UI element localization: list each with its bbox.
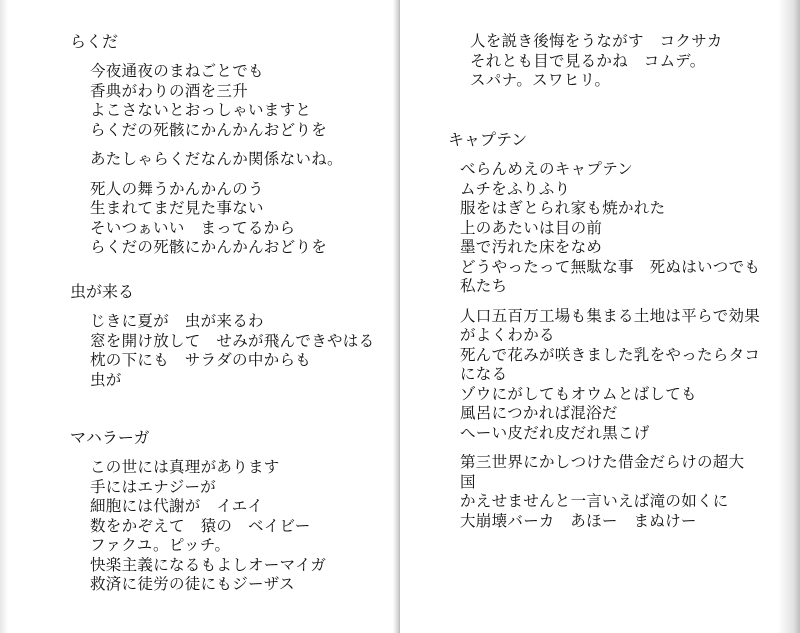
poem-line: 人口五百万工場も集まる土地は平らで効果がよくわかる <box>460 306 761 344</box>
poem-line: 救済に徒労の徒にもジーザス <box>90 575 295 593</box>
poem-line: 上のあたいは目の前 <box>460 218 603 237</box>
poem-line: 風呂につかれば混浴だ <box>460 404 618 422</box>
stanza <box>448 453 770 531</box>
poem-line: ゾウにがしてもオウムとばしても <box>460 384 697 403</box>
poem-line: ムチをふりふり <box>460 179 571 198</box>
poem-line: それとも目で見るかね コムデ。 <box>470 51 706 70</box>
poem-mushi <box>70 282 374 390</box>
poem-line: 大崩壊バーカ あほー まぬけー <box>460 511 697 530</box>
poem-line: 第三世界にかしつけた借金だらけの超大国 <box>460 453 745 491</box>
stanza <box>448 32 723 91</box>
poem-line: あたしゃらくだなんか関係ないね。 <box>90 150 343 168</box>
poem-line: 墨で汚れた床をなめ <box>460 238 603 256</box>
poem-line: どうやったって無駄な事 死ぬはいつでも私たち <box>460 257 761 295</box>
poem-line: 人を説き後悔をうながす コクサカ <box>470 32 723 50</box>
poem-line: 生まれてまだ見た事ない <box>90 199 264 217</box>
poem-line: じきに夏が 虫が来るわ <box>90 312 264 330</box>
poem-line: 死んで花みが咲きました乳をやったらタコになる <box>460 345 761 383</box>
poem-captain <box>448 130 770 531</box>
right-page-edge <box>778 0 800 633</box>
poem-title: 虫が来る <box>70 282 135 301</box>
poem-line: 服をはぎとられ家も焼かれた <box>460 199 666 217</box>
poem-line: 今夜通夜のまねごとでも <box>90 62 264 80</box>
poem-line: よこさないとおっしゃいますと <box>90 101 312 119</box>
poem-line: ファクユ。ピッチ。 <box>90 536 231 554</box>
poem-line: 快楽主義になるもよしオーマイガ <box>90 555 327 574</box>
stanza <box>448 160 770 297</box>
poem-line: 死人の舞うかんかんのう <box>90 179 264 198</box>
stanza <box>448 307 770 444</box>
poem-line: 細胞には代謝が イエイ <box>90 497 264 515</box>
stanza <box>70 180 343 258</box>
poem-line: 数をかぞえて 猿の ベイビー <box>90 516 311 535</box>
stanza <box>70 150 343 170</box>
poem-line: らくだの死骸にかんかんおどりを <box>90 238 328 256</box>
poem-title: マハラーガ <box>70 428 150 447</box>
poem-continuation <box>448 32 723 91</box>
poem-line: べらんめえのキャプテン <box>460 160 634 178</box>
poem-rakuda <box>70 32 343 258</box>
poem-title: らくだ <box>70 32 119 51</box>
poem-line: 手にはエナジーが <box>90 477 217 496</box>
stanza <box>70 62 343 140</box>
stanza <box>70 458 326 595</box>
poem-line: 窓を開け放して せみが飛んできやはる <box>90 331 375 350</box>
poem-line: 香典がわりの酒を三升 <box>90 81 249 100</box>
left-page-edge <box>0 0 8 633</box>
poem-line: スパナ。スワヒリ。 <box>470 71 611 89</box>
stanza <box>70 312 374 390</box>
poem-line: この世には真理があります <box>90 458 280 476</box>
poem-line: 枕の下にも サラダの中からも <box>90 351 312 369</box>
poem-maharaga <box>70 428 326 595</box>
poem-line: らくだの死骸にかんかんおどりを <box>90 120 328 139</box>
poem-line: かえせませんと一言いえば滝の如くに <box>460 492 729 510</box>
poem-line: へーい皮だれ皮だれ黒こげ <box>460 423 650 442</box>
poem-line: 虫が <box>90 370 122 389</box>
poem-line: そいつぁいい まってるから <box>90 218 296 237</box>
poem-title: キャプテン <box>448 130 528 149</box>
